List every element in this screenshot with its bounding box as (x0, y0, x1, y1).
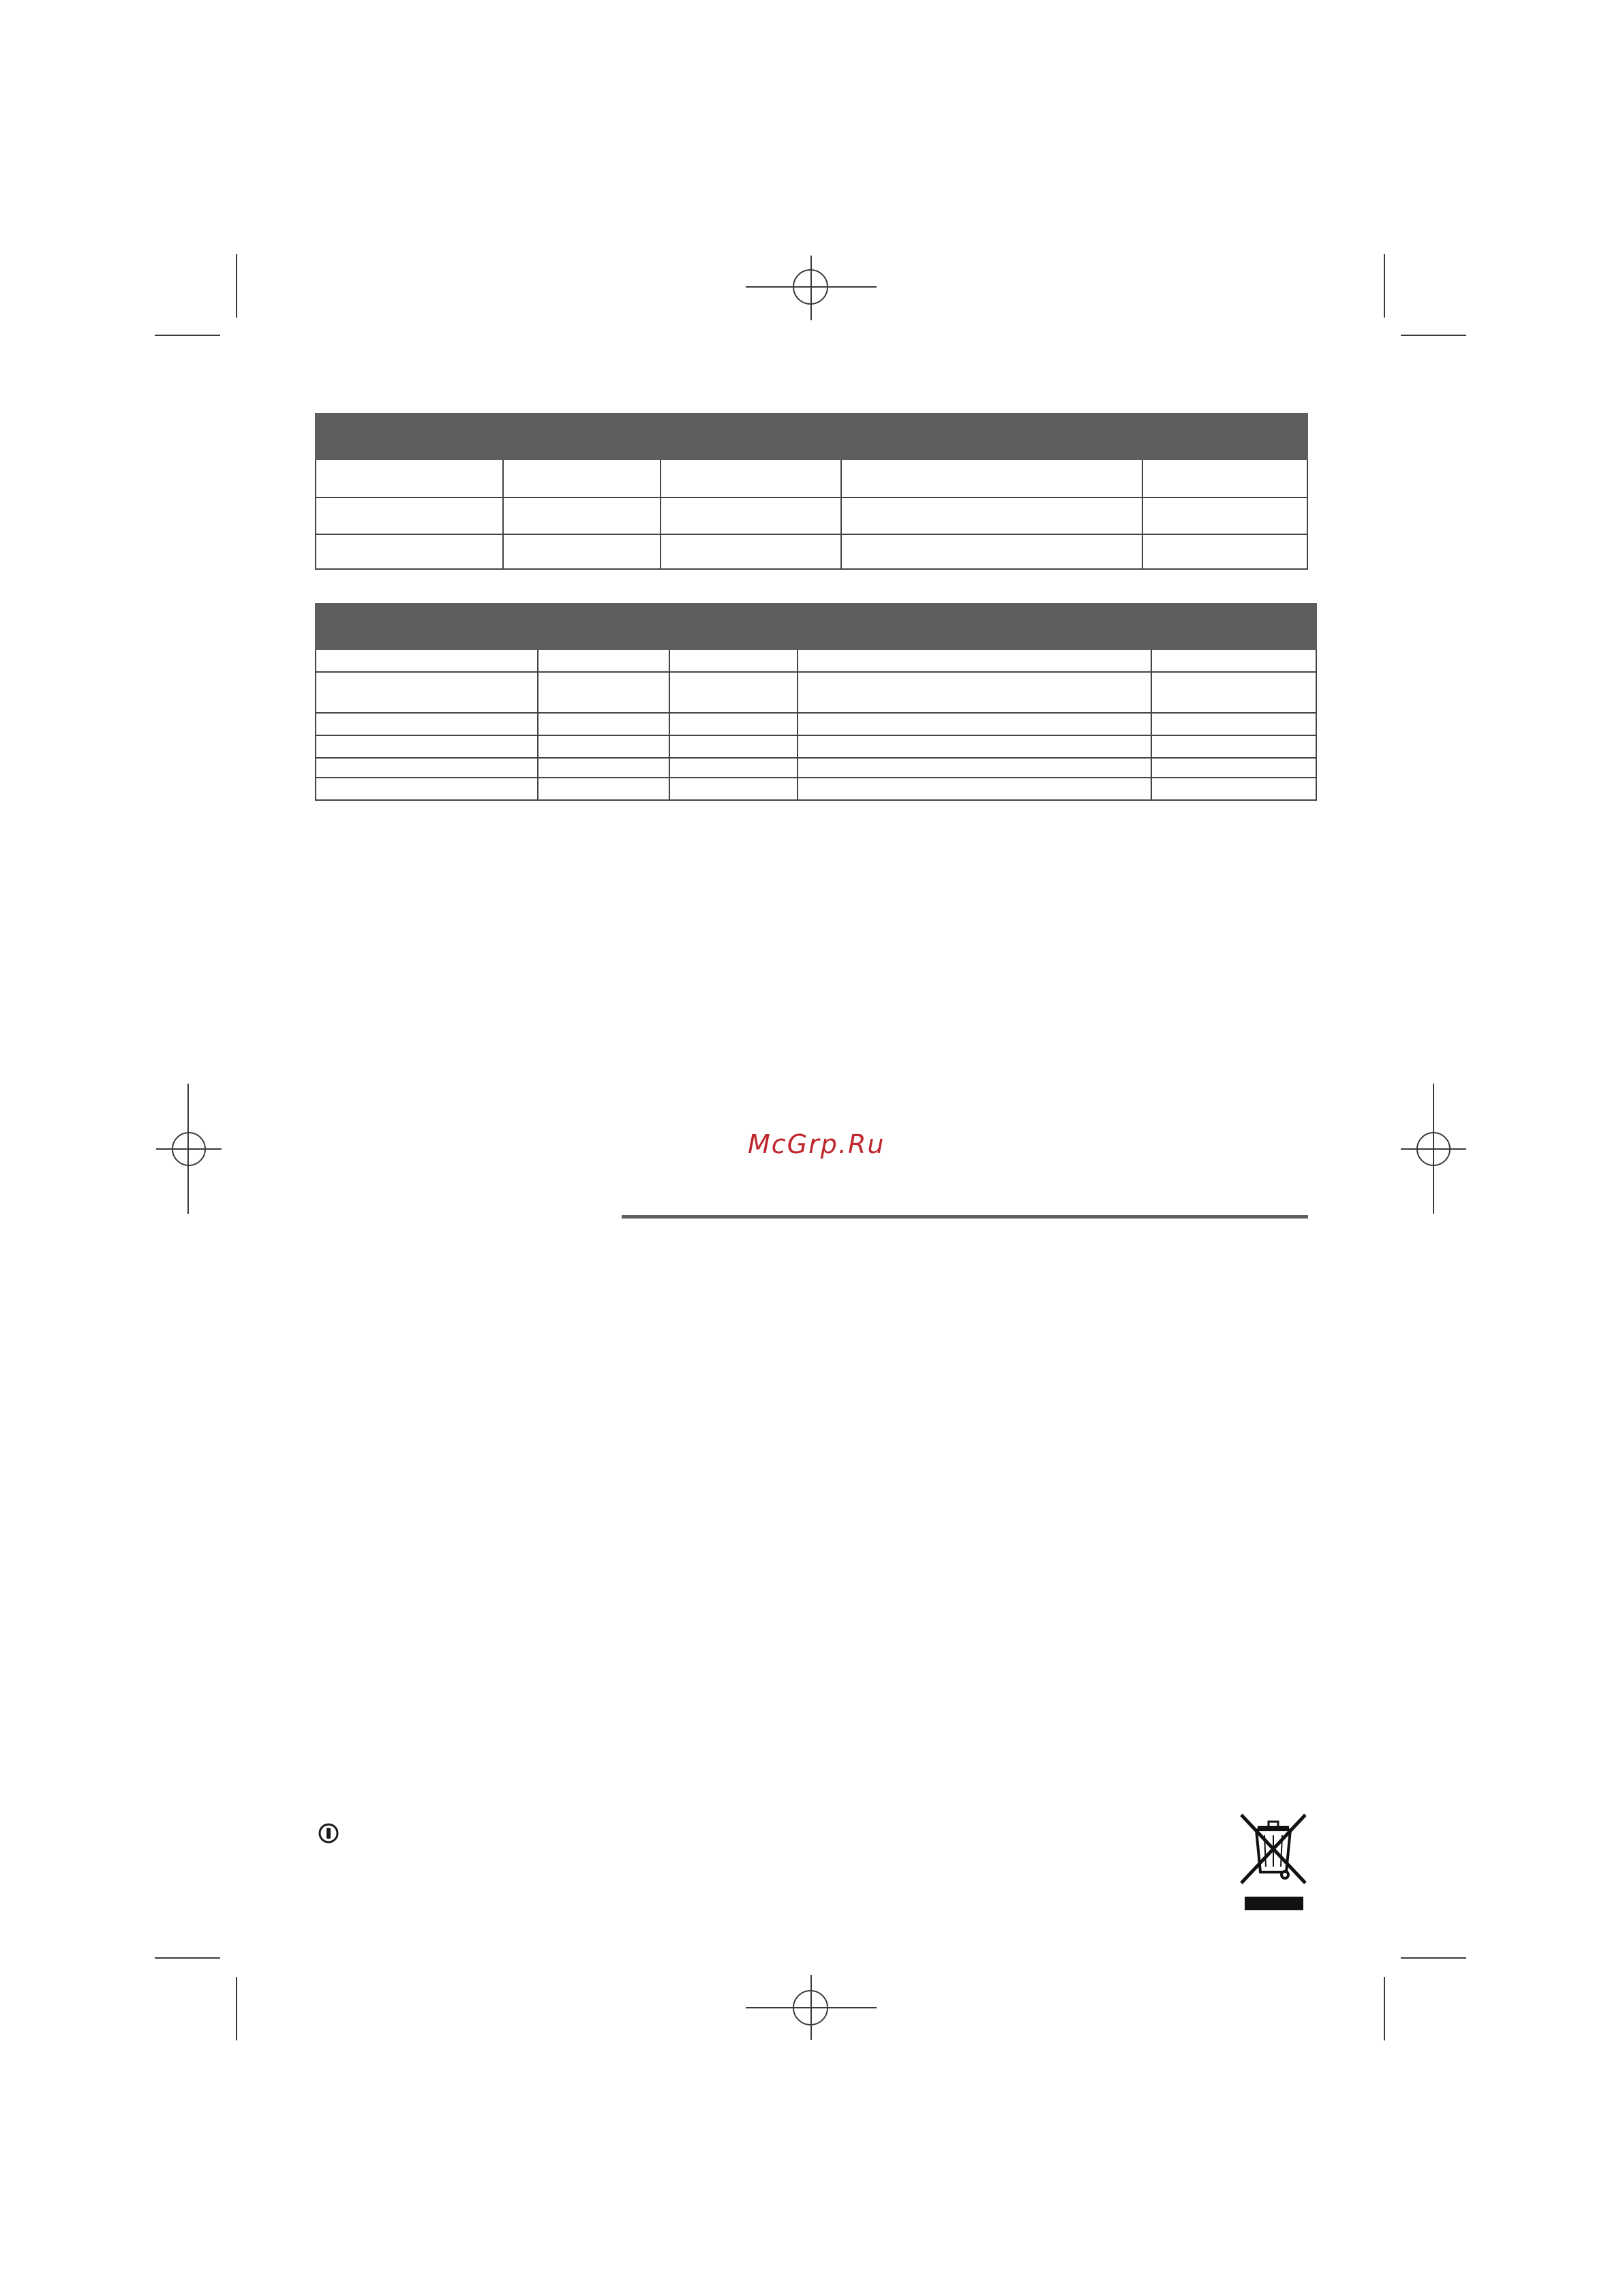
table-row (316, 649, 1316, 672)
table-row (316, 534, 1307, 569)
info-icon (318, 1822, 339, 1844)
horizontal-rule (622, 1215, 1308, 1219)
spec-table-2 (315, 603, 1317, 801)
table-row (316, 672, 1316, 713)
table-row (316, 713, 1316, 735)
table-2-header (316, 604, 1316, 649)
table-row (316, 498, 1307, 534)
table-row (316, 778, 1316, 800)
table-row (316, 735, 1316, 758)
table-row (316, 758, 1316, 778)
table-row (316, 459, 1307, 498)
spec-table-1 (315, 413, 1308, 570)
watermark-text: McGrp.Ru (748, 1129, 885, 1159)
table-1-header (316, 414, 1307, 459)
crossed-out-wheeled-bin-icon (1237, 1812, 1309, 1913)
